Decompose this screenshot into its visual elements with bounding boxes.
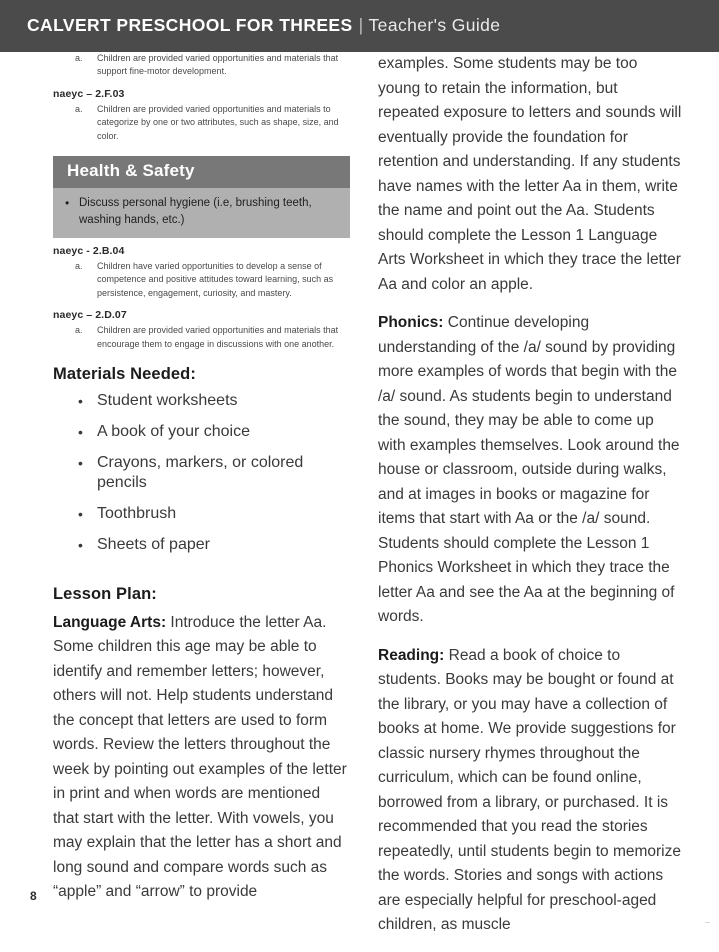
materials-needed-heading: Materials Needed: (53, 365, 196, 384)
page-number: 8 (30, 889, 37, 903)
standard-item (53, 324, 350, 351)
materials-list (53, 391, 350, 555)
list-item (53, 391, 350, 411)
standard-text: Children are provided varied opportunities and materials that support fine-motor development. (97, 53, 339, 77)
standard-marker: a. (75, 325, 83, 336)
reading-label: Reading: (378, 646, 445, 664)
standard-item (53, 52, 350, 79)
language-arts-text: Introduce the letter Aa. Some children this age may be able to identify and remember letters; however, others will not. Help students understand the concept that letters are used to form words. Review the letters throughout the week by pointing out examples of the letter in print and when words are mentioned that start with the letter. With vowels, you may explain that the letter has a short and long sound and compare words such as “apple” and “arrow” to provide (53, 613, 347, 901)
material-label: Student worksheets (97, 391, 238, 409)
bullet-dot-icon: • (78, 505, 83, 522)
standard-marker: a. (75, 53, 83, 63)
callout-title: Health & Safety (67, 161, 195, 181)
callout-bullet-text: Discuss personal hygiene (i.e, brushing teeth, washing hands, etc.) (79, 197, 312, 226)
material-label: Sheets of paper (97, 535, 210, 553)
bullet-dot-icon: • (78, 454, 83, 471)
header-brand: CALVERT PRESCHOOL FOR THREES (27, 15, 353, 36)
standard-text: Children are provided varied opportunities and materials that encourage them to engage in discussions with one another. (97, 325, 339, 349)
left-column (53, 52, 350, 919)
language-arts-label: Language Arts: (53, 613, 167, 631)
phonics-text: Continue developing understanding of the /a/ sound by providing more examples of words that begin with the /a/ sound. As students begin to understand the sound, they may be able to come up with examples themselves. Look around the house or classroom, outside during walks, and at images in books or magazine for items that start with Aa or the /a/ sound. Students should complete the Lesson 1 Phonics Worksheet in which they trace the letter Aa and see the Aa at the beginning of words. (378, 314, 680, 625)
callout-header (53, 156, 350, 188)
header-title (27, 17, 500, 35)
lesson-plan-heading: Lesson Plan: (53, 584, 157, 603)
bullet-dot-icon: • (78, 423, 83, 440)
header-subtitle: Teacher's Guide (368, 15, 501, 36)
material-label: Crayons, markers, or colored pencils (97, 453, 304, 491)
health-and-safety-callout (53, 156, 350, 238)
standard-item (53, 103, 350, 143)
language-arts-paragraph (53, 611, 350, 905)
standard-text: Children are provided varied opportunities and materials to categorize by one or two attributes, such as shape, size, and color. (97, 103, 339, 141)
list-item (53, 535, 350, 555)
bullet-dot-icon: • (65, 196, 70, 211)
standard-label-2f03: naeyc – 2.F.03 (53, 87, 125, 100)
phonics-label: Phonics: (378, 314, 444, 331)
callout-body (53, 188, 350, 238)
reading-paragraph (378, 644, 683, 938)
phonics-paragraph (378, 311, 683, 630)
list-item (53, 504, 350, 524)
standard-label-2d07: naeyc – 2.D.07 (53, 309, 127, 322)
standard-marker: a. (75, 261, 83, 272)
right-column (378, 52, 683, 952)
bullet-dot-icon: • (78, 392, 83, 409)
header-divider: | (358, 15, 364, 36)
callout-bullet (65, 195, 338, 228)
standard-item (53, 260, 350, 300)
language-arts-continued-paragraph: examples. Some students may be too young to retain the information, but repeated exposure to letters and sounds will eventually provide the foundation for retention and understanding. If any students have names with the letter Aa in them, write the name and point out the Aa. Students should complete the Lesson 1 Language Arts Worksheet in which they trace the letter Aa and color an apple. (378, 55, 682, 293)
material-label: Toothbrush (97, 504, 177, 522)
material-label: A book of your choice (97, 422, 250, 440)
standard-text: Children have varied opportunities to develop a sense of competence and positive attitudes toward learning, such as persistence, engagement, curiosity, and mastery. (97, 261, 334, 298)
page-content (0, 52, 719, 936)
list-item (53, 422, 350, 442)
standard-label-2b04: naeyc - 2.B.04 (53, 245, 125, 258)
bullet-dot-icon: • (78, 536, 83, 553)
list-item (53, 453, 350, 493)
page-edge-mark (705, 922, 710, 923)
reading-text: Read a book of choice to students. Books may be bought or found at the library, or you may have a collection of books at home. We provide suggestions for classic nursery rhymes throughout the curriculum, which can be found online, borrowed from a library, or purchased. It is recommended that you read the stories repeatedly, until students begin to memorize the words. Stories and songs with actions are especially helpful for preschool-aged children, as muscle (378, 646, 681, 933)
standard-marker: a. (75, 103, 83, 114)
page-header-bar (0, 0, 719, 52)
